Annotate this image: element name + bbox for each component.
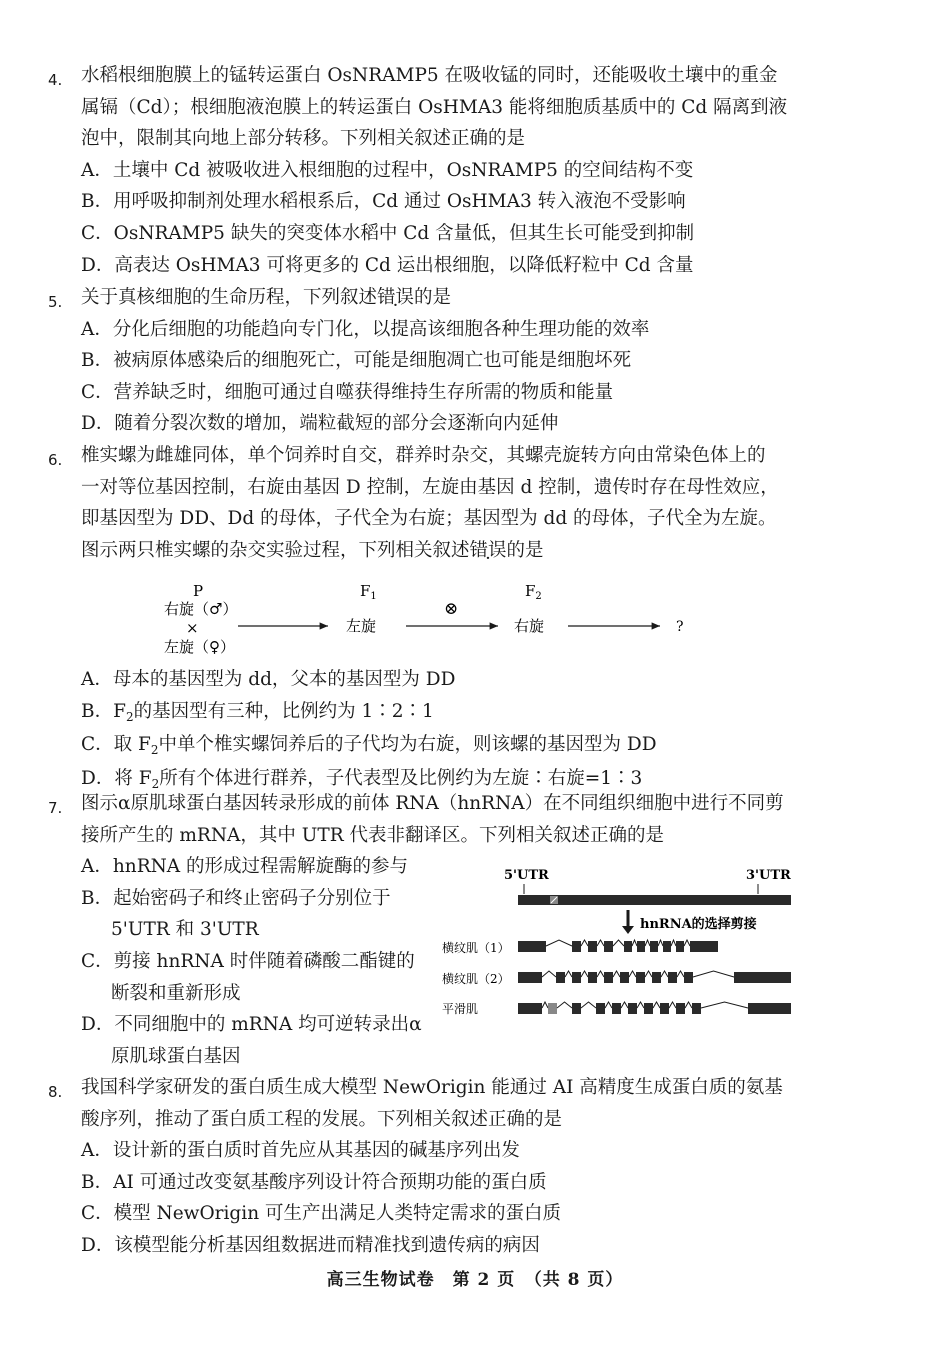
f1-letter: F xyxy=(360,582,371,600)
exon-block xyxy=(637,941,645,952)
question-stem-line xyxy=(81,282,818,314)
intron-connector xyxy=(684,940,690,946)
question-stem-line xyxy=(81,535,818,567)
f2-phenotype: 右旋 xyxy=(514,617,545,635)
mrna-row-striated-1 xyxy=(518,940,718,952)
option-b xyxy=(81,696,818,730)
option-a: A．设计新的蛋白质时首先应从其基因的碱基序列出发 xyxy=(81,1140,520,1162)
option-d: D．高表达 OsHMA3 可将更多的 Cd 运出根细胞，以降低籽粒中 Cd 含量 xyxy=(81,254,694,276)
option-a: A．母本的基因型为 dd，父本的基因型为 DD xyxy=(81,669,456,690)
exon-block xyxy=(572,1003,581,1014)
cross-diagram xyxy=(150,578,710,662)
option-d-continued: 原肌球蛋白基因 xyxy=(111,1045,241,1067)
option-text: B．F xyxy=(81,700,126,722)
option-text: D．将 F xyxy=(81,767,152,789)
exon-block xyxy=(690,941,718,952)
intron-connector xyxy=(546,940,572,946)
option-d: D．该模型能分析基因组数据进而精准找到遗传病的病因 xyxy=(81,1234,540,1256)
page-footer: 高三生物试卷 第 2 页 （共 8 页） xyxy=(326,1270,624,1290)
exon-block xyxy=(660,1003,669,1014)
exon-block xyxy=(518,1003,542,1014)
intron-connector xyxy=(645,940,650,946)
subscript: 2 xyxy=(150,743,159,758)
f2-subscript: 2 xyxy=(535,591,542,602)
intron-connector xyxy=(671,940,676,946)
option-c xyxy=(81,729,818,763)
exon-block xyxy=(588,941,597,952)
f1-phenotype: 左旋 xyxy=(346,617,377,635)
exon-block xyxy=(676,941,684,952)
intron-connector xyxy=(581,971,588,977)
question-number: 5. xyxy=(48,293,63,311)
exon-block xyxy=(556,972,565,983)
question-7-options xyxy=(48,851,422,1072)
option-c: C．OsNRAMP5 缺失的突变体水稻中 Cd 含量低，但其生长可能受到抑制 xyxy=(81,222,695,244)
utr5-label: 5'UTR xyxy=(504,868,549,883)
intron-connector xyxy=(605,1002,612,1008)
hnrna-bar xyxy=(518,895,791,905)
exon-block xyxy=(518,972,542,983)
question-8 xyxy=(48,1072,818,1262)
question-stem-line: 一对等位基因控制，右旋由基因 D 控制，左旋由基因 d 控制，遗传时存在母性效应， xyxy=(81,476,779,498)
splicing-figure xyxy=(438,862,798,1022)
question-6 xyxy=(48,440,818,566)
question-stem-line: 泡中，限制其向地上部分转移。下列相关叙述正确的是 xyxy=(81,128,526,150)
stem-text: 的是 xyxy=(414,287,452,308)
intron-connector xyxy=(542,971,556,977)
intron-connector xyxy=(613,940,624,946)
exon-block xyxy=(644,1003,653,1014)
row-label-striated-1: 横纹肌（1） xyxy=(442,941,510,955)
question-6-options xyxy=(48,664,818,796)
p-female-phenotype: 左旋（♀） xyxy=(164,638,235,656)
exon-block xyxy=(734,972,791,983)
exon-block xyxy=(652,972,661,983)
exon-block xyxy=(604,941,613,952)
emphasis-word: 错误 xyxy=(377,287,415,308)
exon-block xyxy=(572,941,581,952)
question-stem-line: 我国科学家研发的蛋白质生成大模型 NewOrigin 能通过 AI 高精度生成蛋白质的氨基 xyxy=(81,1077,783,1098)
subscript: 2 xyxy=(125,709,134,724)
option-a: A．hnRNA 的形成过程需解旋酶的参与 xyxy=(81,856,409,878)
exon-block xyxy=(663,941,671,952)
option-d: D．随着分裂次数的增加，端粒截短的部分会逐渐向内延伸 xyxy=(81,413,559,435)
intron-connector xyxy=(629,971,636,977)
intron-connector xyxy=(669,1002,676,1008)
option-text: 所有个体进行群养，子代表型及比例约为左旋∶右旋=1∶3 xyxy=(159,767,643,789)
option-text: C．取 F xyxy=(81,734,151,756)
exon-block xyxy=(588,972,597,983)
p-generation-label: P xyxy=(192,582,204,600)
exon-block xyxy=(518,941,546,952)
exon-block xyxy=(624,941,632,952)
question-stem-line: 接所产生的 mRNA，其中 UTR 代表非翻译区。下列相关叙述正确的是 xyxy=(81,824,665,846)
intron-connector xyxy=(565,971,572,977)
question-number: 7. xyxy=(48,799,63,817)
exon-block xyxy=(684,972,693,983)
option-b-continued: 5'UTR 和 3'UTR xyxy=(111,919,259,941)
exon-block xyxy=(572,972,581,983)
exon-block xyxy=(628,1003,637,1014)
option-text: 的基因型有三种，比例约为 1∶2∶1 xyxy=(133,700,434,722)
p-male-phenotype: 右旋（♂） xyxy=(164,600,238,618)
option-c: C．剪接 hnRNA 时伴随着磷酸二酯键的 xyxy=(81,950,415,972)
emphasis-word: 错误 xyxy=(469,539,507,561)
question-stem-line: 即基因型为 DD、Dd 的母体，子代全为右旋；基因型为 dd 的母体，子代全为左旋。 xyxy=(81,508,777,530)
row-label-striated-2: 横纹肌（2） xyxy=(442,972,510,986)
question-stem-line: 椎实螺为雌雄同体，单个饲养时自交，群养时杂交，其螺壳旋转方向由常染色体上的 xyxy=(81,445,766,466)
option-b: B．AI 可通过改变氨基酸序列设计符合预期功能的蛋白质 xyxy=(81,1171,547,1193)
option-b: B．起始密码子和终止密码子分别位于 xyxy=(81,887,391,909)
exon-block xyxy=(692,1003,701,1014)
intron-connector xyxy=(637,1002,644,1008)
question-5 xyxy=(48,282,818,440)
option-a: A．土壤中 Cd 被吸收进入根细胞的过程中，OsNRAMP5 的空间结构不变 xyxy=(81,159,694,181)
option-text: 中单个椎实螺饲养后的子代均为右旋，则该螺的基因型为 DD xyxy=(158,734,657,756)
option-b: B．被病原体感染后的细胞死亡，可能是细胞凋亡也可能是细胞坏死 xyxy=(81,350,632,372)
exon-block xyxy=(596,1003,605,1014)
option-a: A．分化后细胞的功能趋向专门化，以提高该细胞各种生理功能的效率 xyxy=(81,318,650,340)
stem-text: 关于真核细胞的生命历程，下列叙述 xyxy=(81,287,378,308)
intron-connector xyxy=(621,1002,628,1008)
intron-connector xyxy=(597,971,604,977)
f1-subscript: 1 xyxy=(370,591,377,602)
option-c: C．模型 NewOrigin 可生产出满足人类特定需求的蛋白质 xyxy=(81,1203,561,1225)
stem-text: 图示两只椎实螺的杂交实验过程，下列相关叙述 xyxy=(81,539,470,561)
exon-block xyxy=(604,972,613,983)
intron-connector xyxy=(557,1002,572,1008)
intron-connector xyxy=(685,1002,692,1008)
intron-connector xyxy=(645,971,652,977)
question-4 xyxy=(48,60,818,281)
stem-text: 的是 xyxy=(506,539,544,561)
question-stem-line: 属镉（Cd）；根细胞液泡膜上的转运蛋白 OsHMA3 能将细胞质基质中的 Cd 隔离到液 xyxy=(81,96,788,118)
question-stem-line: 水稻根细胞膜上的锰转运蛋白 OsNRAMP5 在吸收锰的同时，还能吸收土壤中的重金 xyxy=(81,65,778,86)
splice-arrowhead xyxy=(622,926,634,934)
utr3-label: 3'UTR xyxy=(746,868,791,883)
intron-connector xyxy=(632,940,637,946)
exon-block xyxy=(620,972,629,983)
question-number: 8. xyxy=(48,1083,63,1101)
question-stem-line: 酸序列，推动了蛋白质工程的发展。下列相关叙述正确的是 xyxy=(81,1108,563,1130)
exon-block xyxy=(748,1003,791,1014)
f1-label xyxy=(360,582,377,602)
option-c: C．营养缺乏时，细胞可通过自噬获得维持生存所需的物质和能量 xyxy=(81,381,614,403)
unknown-generation: ? xyxy=(676,619,684,635)
exon-block xyxy=(548,1003,557,1014)
option-b: B．用呼吸抑制剂处理水稻根系后，Cd 通过 OsHMA3 转入液泡不受影响 xyxy=(81,191,686,213)
intron-connector xyxy=(613,971,620,977)
intron-connector xyxy=(653,1002,660,1008)
f2-letter: F xyxy=(525,582,536,600)
intron-connector xyxy=(693,971,734,977)
intron-connector xyxy=(597,940,604,946)
row-label-smooth: 平滑肌 xyxy=(442,1002,479,1016)
option-d: D．不同细胞中的 mRNA 均可逆转录出α xyxy=(81,1014,422,1036)
intron-connector xyxy=(581,940,588,946)
intron-connector xyxy=(581,1002,596,1008)
splice-label: hnRNA的选择剪接 xyxy=(640,917,757,932)
exon-block xyxy=(636,972,645,983)
question-number: 6. xyxy=(48,451,63,469)
selfing-symbol: ⊗ xyxy=(444,599,459,619)
exon-block xyxy=(612,1003,621,1014)
question-number: 4. xyxy=(48,71,63,89)
intron-connector xyxy=(677,971,684,977)
exon-block xyxy=(650,941,658,952)
question-stem-line: 图示α原肌球蛋白基因转录形成的前体 RNA（hnRNA）在不同组织细胞中进行不同剪 xyxy=(81,793,784,814)
mrna-row-striated-2 xyxy=(518,971,791,983)
option-c-continued: 断裂和重新形成 xyxy=(111,982,241,1004)
exon-block xyxy=(676,1003,685,1014)
subscript: 2 xyxy=(151,776,160,791)
intron-connector xyxy=(701,1002,748,1008)
intron-connector xyxy=(542,1002,548,1008)
cross-symbol: × xyxy=(186,619,199,637)
intron-connector xyxy=(658,940,663,946)
mrna-row-smooth xyxy=(518,1002,791,1014)
exon-block xyxy=(668,972,677,983)
intron-connector xyxy=(661,971,668,977)
f2-label xyxy=(525,582,542,602)
